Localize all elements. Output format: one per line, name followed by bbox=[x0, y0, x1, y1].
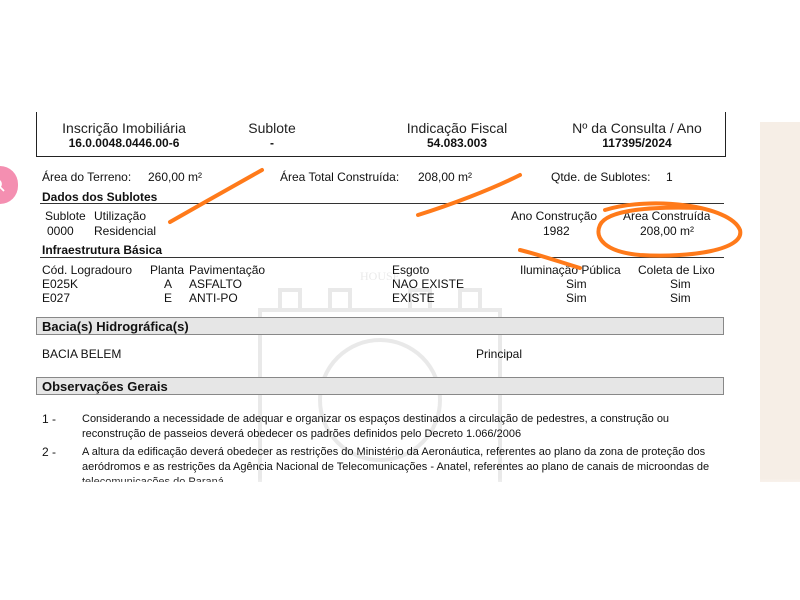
sublote-label: Sublote bbox=[248, 120, 296, 136]
sublote-column bbox=[232, 120, 312, 150]
col-coleta-lixo: Coleta de Lixo bbox=[638, 263, 715, 277]
col-pavimentacao: Pavimentação bbox=[189, 263, 266, 277]
indicacao-value: 54.083.003 bbox=[426, 136, 488, 150]
table-row-cod: E025K bbox=[42, 277, 79, 291]
page-edge bbox=[760, 122, 800, 502]
consulta-label: Nº da Consulta / Ano bbox=[572, 120, 702, 136]
col-sublote: Sublote bbox=[45, 209, 86, 223]
row-sublote: 0000 bbox=[47, 224, 74, 238]
bacia-name: BACIA BELEM bbox=[42, 347, 122, 361]
blank-area bbox=[0, 482, 800, 600]
table-row-planta: A bbox=[164, 277, 173, 291]
row-area: 208,00 m² bbox=[640, 224, 695, 238]
search-icon bbox=[0, 178, 5, 192]
table-row-esgoto: NAO EXISTE bbox=[392, 277, 465, 291]
col-area-construida: Area Construída bbox=[623, 209, 711, 223]
area-construida-label: Área Total Construída: bbox=[280, 170, 400, 184]
search-button[interactable] bbox=[0, 166, 18, 204]
qtde-sublotes-label: Qtde. de Sublotes: bbox=[551, 170, 651, 184]
qtde-sublotes-value: 1 bbox=[666, 170, 673, 184]
watermark-text: HOUSE bbox=[359, 270, 401, 283]
table-row-ilum: Sim bbox=[566, 291, 587, 305]
infra-title: Infraestrutura Básica bbox=[42, 243, 163, 257]
obs-number: 1 - bbox=[42, 412, 57, 426]
col-cod-logradouro: Cód. Logradouro bbox=[42, 263, 133, 277]
bacia-type: Principal bbox=[476, 347, 523, 361]
sublote-value: - bbox=[270, 136, 274, 150]
col-ano-construcao: Ano Construção bbox=[511, 209, 598, 223]
indicacao-column bbox=[387, 120, 527, 150]
divider bbox=[40, 203, 724, 204]
sublotes-title: Dados dos Sublotes bbox=[42, 190, 158, 204]
table-row-planta: E bbox=[164, 291, 173, 305]
terreno-value: 260,00 m² bbox=[148, 170, 203, 184]
row-ano: 1982 bbox=[543, 224, 570, 238]
observacoes-section-title: Observações Gerais bbox=[36, 377, 724, 395]
obs-text: A altura da edificação deverá obedecer as restrições do Ministério da Aeronáutica, referentes ao plano da zona de proteção dos aeródromos e as restrições da Agência Nacional de Telecomunicações - Anatel, referentes ao plano de canais de microondas de bbox=[82, 446, 710, 473]
col-utilizacao: Utilização bbox=[94, 209, 147, 223]
col-esgoto: Esgoto bbox=[392, 263, 430, 277]
table-row-pav: ASFALTO bbox=[189, 277, 242, 291]
inscricao-value: 16.0.0048.0446.00-6 bbox=[68, 136, 180, 150]
table-row-lixo: Sim bbox=[670, 291, 691, 305]
col-planta: Planta bbox=[150, 263, 185, 277]
row-utilizacao: Residencial bbox=[94, 224, 157, 238]
consulta-value: 117395/2024 bbox=[602, 136, 672, 150]
table-row-lixo: Sim bbox=[670, 277, 691, 291]
table-row-cod: E027 bbox=[42, 291, 71, 305]
inscricao-column bbox=[49, 120, 199, 150]
inscricao-label: Inscrição Imobiliária bbox=[62, 120, 186, 136]
divider bbox=[40, 257, 724, 258]
table-row-ilum: Sim bbox=[566, 277, 587, 291]
header-box bbox=[36, 112, 726, 157]
terreno-label: Área do Terreno: bbox=[42, 170, 132, 184]
consulta-column bbox=[552, 120, 722, 150]
indicacao-label: Indicação Fiscal bbox=[406, 120, 508, 136]
table-row-esgoto: EXISTE bbox=[392, 291, 435, 305]
bacia-section-title: Bacia(s) Hidrográfica(s) bbox=[36, 317, 724, 335]
area-construida-value: 208,00 m² bbox=[418, 170, 473, 184]
obs-text: Considerando a necessidade de adequar e organizar os espaços destinados a circulação de pedestres, a construção ou reconstrução de passeios deverá obedecer os padrões definidos pelo Decreto 1.066/2006 bbox=[82, 413, 670, 440]
obs-number: 2 - bbox=[42, 445, 57, 459]
table-row-pav: ANTI-PO bbox=[189, 291, 238, 305]
col-iluminacao: Iluminação Pública bbox=[520, 263, 621, 277]
